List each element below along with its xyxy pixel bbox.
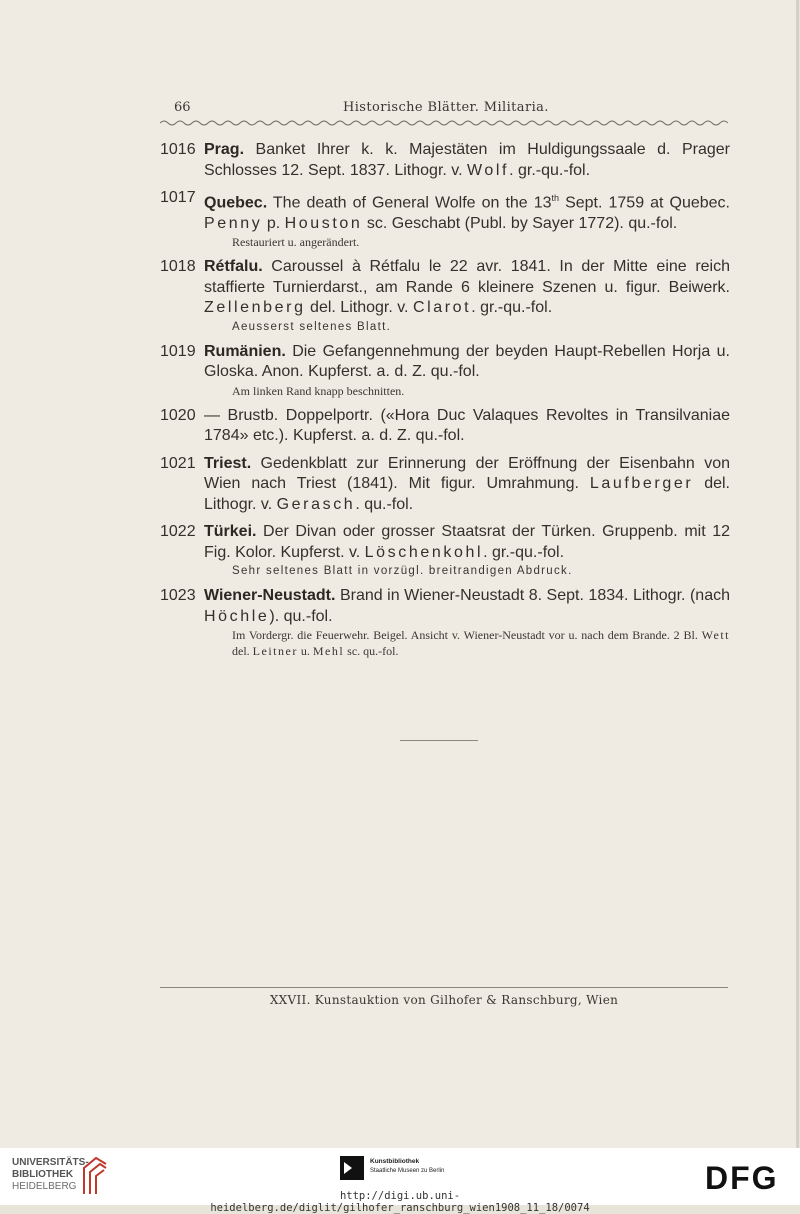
entry-note: Am linken Rand knapp beschnitten.: [232, 383, 405, 398]
artist-name: Penny: [204, 214, 263, 232]
entry-note: Aeusserst seltenes Blatt.: [232, 320, 392, 333]
entry-1017: [160, 188, 730, 250]
running-title: Historische Blätter. Militaria.: [343, 100, 549, 115]
dfg-logo[interactable]: DFG: [705, 1160, 779, 1196]
entry-number: 1023: [160, 587, 196, 605]
entry-number: 1019: [160, 342, 196, 360]
artist-name: Zellenberg: [204, 299, 306, 317]
entry-text: Wiener-Neustadt. Brand in Wiener-Neustadt 8. Sept. 1834. Lithogr. (nach Höchle). qu.-fol.: [204, 587, 730, 625]
entry-text: Triest. Gedenkblatt zur Erinnerung der Eröffnung der Eisenbahn von Wien nach Triest (1841). Mit figur. Umrahmung. Laufberger del. Lithogr. v. Gerasch. qu.-fol.: [204, 454, 730, 513]
entry-number: 1017: [160, 189, 196, 206]
artist-name: Löschenkohl: [364, 543, 484, 561]
entry-note: Im Vordergr. die Feuerwehr. Beigel. Ansicht v. Wiener-Neustadt vor u. nach dem Brande. 2 Bl. Wett del. Leitner u. Mehl sc. qu.-fol.: [232, 628, 730, 659]
entry-number: 1016: [160, 141, 196, 158]
artist-name: Laufberger: [589, 475, 694, 493]
entry-note: Sehr seltenes Blatt in vorzügl. breitrandigen Abdruck.: [232, 565, 573, 578]
viewer-footer-bar: [0, 1148, 800, 1214]
permalink-url[interactable]: http://digi.ub.uni-heidelberg.de/diglit/gilhofer_ranschburg_wien1908_11_18/0074: [210, 1190, 590, 1214]
entry-headword: Rumänien.: [204, 342, 286, 360]
entry-1018: [160, 257, 730, 335]
catalogue-entries: [160, 140, 730, 666]
entry-number: 1020: [160, 406, 196, 424]
entry-number: 1022: [160, 523, 196, 541]
entry-1019: [160, 342, 730, 399]
entry-headword: Türkei.: [204, 523, 257, 541]
artist-name: Gerasch: [276, 495, 356, 513]
entry-text: Rumänien. Die Gefangennehmung der beyden Haupt-Rebellen Horja u. Gloska. Anon. Kupferst. a. d. Z. qu.-fol.: [204, 342, 730, 381]
artist-name: Houston: [284, 214, 363, 232]
entry-text: Rétfalu. Caroussel à Rétfalu le 22 avr. 1841. In der Mitte eine reich staffierte Turnierdarst., am Rande 6 kleinere Szenen u. figur. Beiwerk. Zellenberg del. Lithogr. v. Clarot. gr.-qu.-fol.: [204, 258, 730, 317]
entry-note: Restauriert u. angerändert.: [232, 235, 360, 250]
entry-text: Quebec. The death of General Wolfe on the 13th Sept. 1759 at Quebec. Penny p. Houston sc. Geschabt (Publ. by Sayer 1772). qu.-fol.: [204, 193, 731, 232]
footer-rule: [160, 987, 728, 988]
kunstbibliothek-label: Kunstbibliothek Staatliche Museen zu Berlin: [370, 1158, 445, 1174]
entry-1016: [160, 140, 730, 181]
artist-name: Clarot: [412, 299, 472, 317]
running-head: [168, 100, 728, 120]
ornamental-rule: [160, 118, 728, 128]
entry-headword: Quebec.: [204, 194, 268, 212]
section-divider: [400, 740, 478, 741]
artist-name: Höchle: [204, 607, 270, 625]
entry-headword: Rétfalu.: [204, 258, 263, 276]
entry-1022: [160, 522, 730, 579]
entry-headword: Wiener-Neustadt.: [204, 587, 336, 605]
entry-1020: [160, 406, 730, 447]
page-footer: XXVII. Kunstauktion von Gilhofer & Ranschburg, Wien: [269, 993, 619, 1007]
entry-headword: Prag.: [204, 141, 245, 158]
entry-text: Prag. Banket Ihrer k. k. Majestäten im Huldigungssaale d. Prager Schlosses 12. Sept. 1837. Lithogr. v. Wolf. gr.-qu.-fol.: [204, 141, 730, 179]
entry-headword: Triest.: [204, 454, 252, 472]
entry-text: — Brustb. Doppelportr. («Hora Duc Valaques Revoltes in Transilvaniae 1784» etc.). Kupferst. a. d. Z. qu.-fol.: [204, 406, 730, 445]
entry-number: 1021: [160, 454, 196, 472]
entry-1021: [160, 454, 730, 516]
heidelberg-emblem-icon: [80, 1154, 110, 1198]
artist-name: Wolf: [466, 161, 510, 179]
university-library-logo[interactable]: UNIVERSITÄTS- BIBLIOTHEK HEIDELBERG: [12, 1157, 89, 1192]
page-number: 66: [174, 100, 191, 115]
kunstbibliothek-logo-icon: [340, 1156, 364, 1180]
entry-text: Türkei. Der Divan oder grosser Staatsrat der Türken. Gruppenb. mit 12 Fig. Kolor. Kupferst. v. Löschenkohl. gr.-qu.-fol.: [204, 523, 730, 561]
entry-number: 1018: [160, 258, 196, 276]
entry-1023: [160, 586, 730, 659]
